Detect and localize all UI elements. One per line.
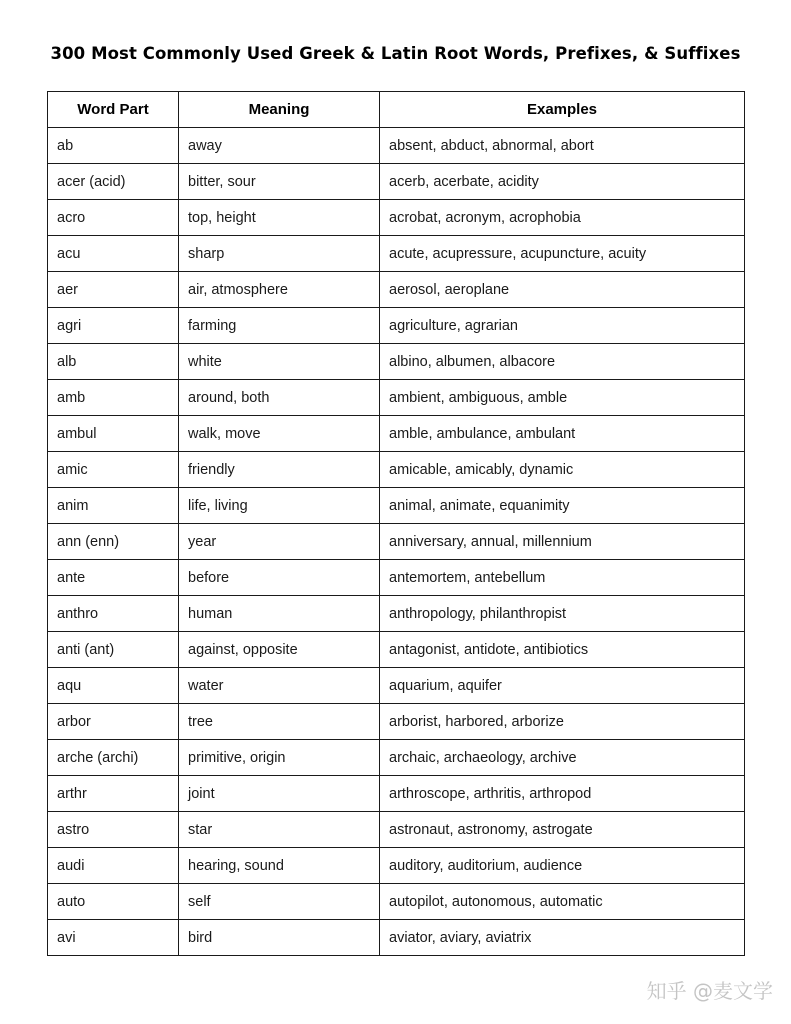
cell-meaning: bird: [179, 920, 380, 956]
cell-examples: arborist, harbored, arborize: [380, 704, 745, 740]
table-row: [48, 848, 745, 884]
document-title: 300 Most Commonly Used Greek & Latin Root Words, Prefixes, & Suffixes: [50, 44, 741, 63]
cell-meaning: hearing, sound: [179, 848, 380, 884]
cell-word-part: arbor: [48, 704, 179, 740]
cell-word-part: aqu: [48, 668, 179, 704]
table-row: [48, 380, 745, 416]
cell-meaning: away: [179, 128, 380, 164]
cell-examples: antagonist, antidote, antibiotics: [380, 632, 745, 668]
table-row: [48, 884, 745, 920]
cell-word-part: agri: [48, 308, 179, 344]
table-body: [48, 128, 745, 956]
table-row: [48, 272, 745, 308]
cell-examples: albino, albumen, albacore: [380, 344, 745, 380]
cell-examples: astronaut, astronomy, astrogate: [380, 812, 745, 848]
cell-meaning: against, opposite: [179, 632, 380, 668]
cell-word-part: amic: [48, 452, 179, 488]
table-row: [48, 524, 745, 560]
table-row: [48, 776, 745, 812]
table-row: [48, 920, 745, 956]
table-header-row: [48, 92, 745, 128]
cell-meaning: farming: [179, 308, 380, 344]
table-row: [48, 452, 745, 488]
table-row: [48, 812, 745, 848]
cell-meaning: joint: [179, 776, 380, 812]
cell-meaning: primitive, origin: [179, 740, 380, 776]
cell-examples: archaic, archaeology, archive: [380, 740, 745, 776]
cell-meaning: before: [179, 560, 380, 596]
cell-examples: amble, ambulance, ambulant: [380, 416, 745, 452]
table-row: [48, 668, 745, 704]
cell-word-part: arthr: [48, 776, 179, 812]
cell-examples: antemortem, antebellum: [380, 560, 745, 596]
cell-meaning: human: [179, 596, 380, 632]
cell-meaning: self: [179, 884, 380, 920]
table-row: [48, 128, 745, 164]
cell-examples: acute, acupressure, acupuncture, acuity: [380, 236, 745, 272]
cell-meaning: year: [179, 524, 380, 560]
table-row: [48, 488, 745, 524]
cell-word-part: ambul: [48, 416, 179, 452]
cell-examples: anthropology, philanthropist: [380, 596, 745, 632]
cell-meaning: friendly: [179, 452, 380, 488]
table-row: [48, 344, 745, 380]
cell-word-part: acro: [48, 200, 179, 236]
cell-meaning: around, both: [179, 380, 380, 416]
cell-word-part: ante: [48, 560, 179, 596]
cell-examples: aerosol, aeroplane: [380, 272, 745, 308]
cell-word-part: auto: [48, 884, 179, 920]
cell-word-part: astro: [48, 812, 179, 848]
table-row: [48, 416, 745, 452]
table-row: [48, 704, 745, 740]
cell-word-part: arche (archi): [48, 740, 179, 776]
cell-examples: autopilot, autonomous, automatic: [380, 884, 745, 920]
cell-word-part: ab: [48, 128, 179, 164]
cell-word-part: ann (enn): [48, 524, 179, 560]
table-row: [48, 596, 745, 632]
table-row: [48, 560, 745, 596]
cell-meaning: top, height: [179, 200, 380, 236]
cell-meaning: white: [179, 344, 380, 380]
cell-meaning: bitter, sour: [179, 164, 380, 200]
table-row: [48, 200, 745, 236]
cell-word-part: acer (acid): [48, 164, 179, 200]
cell-word-part: alb: [48, 344, 179, 380]
cell-meaning: walk, move: [179, 416, 380, 452]
cell-examples: acrobat, acronym, acrophobia: [380, 200, 745, 236]
cell-word-part: avi: [48, 920, 179, 956]
cell-word-part: anthro: [48, 596, 179, 632]
cell-meaning: star: [179, 812, 380, 848]
cell-examples: aquarium, aquifer: [380, 668, 745, 704]
watermark: 知乎 @麦文学: [646, 979, 773, 1003]
cell-examples: aviator, aviary, aviatrix: [380, 920, 745, 956]
cell-word-part: anim: [48, 488, 179, 524]
cell-word-part: acu: [48, 236, 179, 272]
column-header-examples: Examples: [380, 92, 745, 128]
table-row: [48, 236, 745, 272]
cell-word-part: amb: [48, 380, 179, 416]
table-row: [48, 308, 745, 344]
cell-examples: auditory, auditorium, audience: [380, 848, 745, 884]
cell-meaning: tree: [179, 704, 380, 740]
table-row: [48, 632, 745, 668]
cell-examples: animal, animate, equanimity: [380, 488, 745, 524]
cell-examples: arthroscope, arthritis, arthropod: [380, 776, 745, 812]
cell-word-part: anti (ant): [48, 632, 179, 668]
cell-meaning: sharp: [179, 236, 380, 272]
cell-meaning: life, living: [179, 488, 380, 524]
cell-examples: acerb, acerbate, acidity: [380, 164, 745, 200]
column-header-meaning: Meaning: [179, 92, 380, 128]
cell-examples: absent, abduct, abnormal, abort: [380, 128, 745, 164]
column-header-word-part: Word Part: [48, 92, 179, 128]
table-row: [48, 164, 745, 200]
cell-word-part: aer: [48, 272, 179, 308]
cell-examples: agriculture, agrarian: [380, 308, 745, 344]
table-row: [48, 740, 745, 776]
cell-examples: amicable, amicably, dynamic: [380, 452, 745, 488]
cell-examples: anniversary, annual, millennium: [380, 524, 745, 560]
cell-word-part: audi: [48, 848, 179, 884]
cell-examples: ambient, ambiguous, amble: [380, 380, 745, 416]
cell-meaning: water: [179, 668, 380, 704]
cell-meaning: air, atmosphere: [179, 272, 380, 308]
root-words-table: [47, 91, 745, 956]
